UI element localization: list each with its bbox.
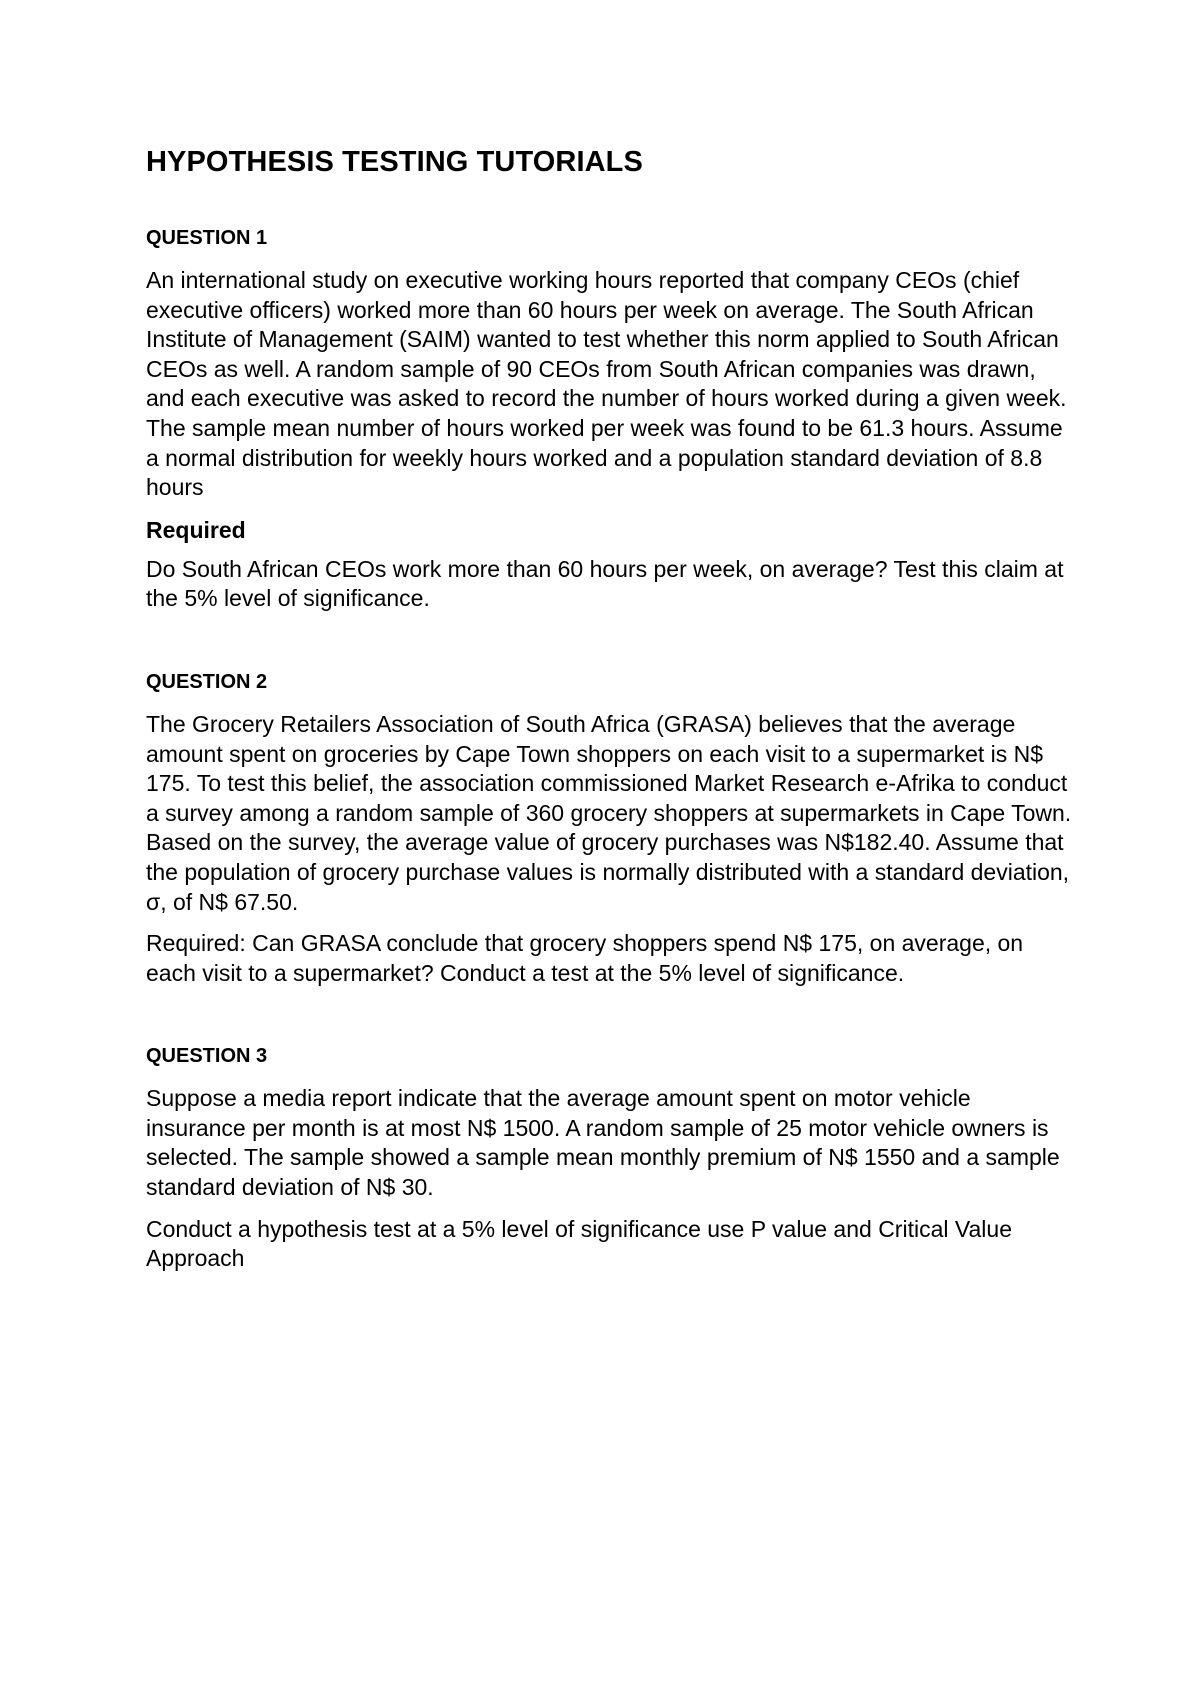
question-1-body: An international study on executive working hours reported that company CEOs (chief executive officers) worked more than 60 hours per week on average. The South African Institute of Management (SAIM) wanted to test whether this norm applied to South African CEOs as well. A random sample of 90 CEOs from South African companies was drawn, and each executive was asked to record the number of hours worked during a given week. The sample mean number of hours worked per week was found to be 61.3 hours. Assume a normal distribution for weekly hours worked and a population standard deviation of 8.8 hours [146, 267, 1067, 501]
section-spacer [146, 626, 1072, 668]
question-1-heading: QUESTION 1 [146, 227, 268, 249]
question-2-body: The Grocery Retailers Association of South Africa (GRASA) believes that the average amount spent on groceries by Cape Town shoppers on each visit to a supermarket is N$ 175. To test this belief, the association commissioned Market Research e-Afrika to conduct a survey among a random sample of 360 grocery shoppers at supermarkets in Cape Town. Based on the survey, the average value of grocery purchases was N$182.40. Assume that the population of grocery purchase values is normally distributed with a standard deviation, σ, of N$ 67.50. [146, 710, 1072, 915]
question-3-heading: QUESTION 3 [146, 1045, 268, 1068]
question-3-section [146, 1042, 1072, 1274]
question-2-heading: QUESTION 2 [146, 670, 268, 693]
section-spacer [146, 1000, 1072, 1042]
question-3-body: Suppose a media report indicate that the average amount spent on motor vehicle insurance per month is at most N$ 1500. A random sample of 25 motor vehicle owners is selected. The sample showed a sample mean monthly premium of N$ 1550 and a sample standard deviation of N$ 30. [146, 1085, 1060, 1201]
document-title: HYPOTHESIS TESTING TUTORIALS [146, 146, 643, 178]
question-3-task: Conduct a hypothesis test at a 5% level of significance use P value and Critical Value Approach [146, 1215, 1012, 1272]
question-1-task: Do South African CEOs work more than 60 hours per week, on average? Test this claim at the 5% level of significance. [146, 555, 1064, 612]
question-2-section [146, 668, 1072, 988]
question-2-task: Required: Can GRASA conclude that grocery shoppers spend N$ 175, on average, on each visit to a supermarket? Conduct a test at the 5% level of significance. [146, 930, 1024, 986]
question-1-required-label: Required [146, 516, 246, 543]
question-1-section [146, 224, 1072, 614]
